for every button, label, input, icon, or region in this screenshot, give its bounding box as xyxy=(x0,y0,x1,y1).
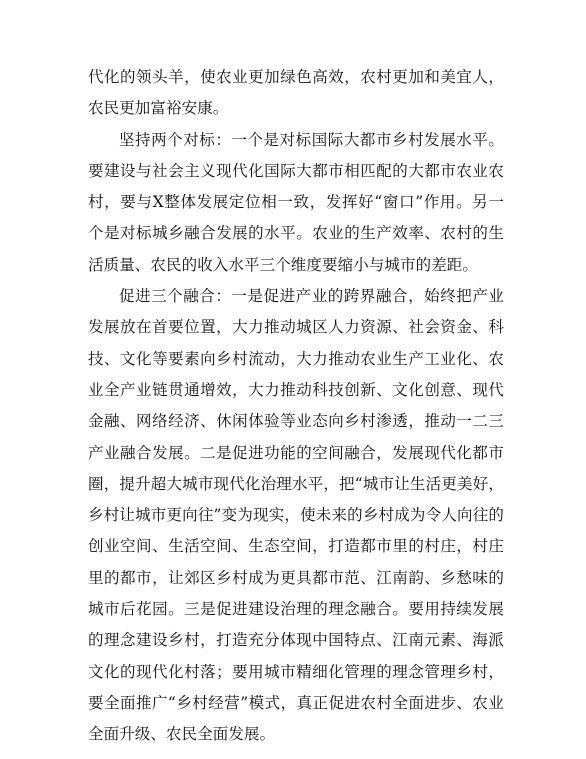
paragraph-two-benchmarks: 坚持两个对标：一个是对标国际大都市乡村发展水平。要建设与社会主义现代化国际大都市相匹配的大都市农业农村，要与X整体发展定位相一致，发挥好“窗口”作用。另一个是对标城乡融合发展的水平。农业的生产效率、农村的生活质量、农民的收入水平三个维度要缩小与城市的差距。 xyxy=(88,130,504,274)
document-page xyxy=(88,62,504,751)
paragraph-continuation: 代化的领头羊，使农业更加绿色高效，农村更加和美宜人，农民更加富裕安康。 xyxy=(88,68,504,118)
paragraph-three-integrations: 促进三个融合：一是促进产业的跨界融合，始终把产业发展放在首要位置，大力推动城区人力资源、社会资金、科技、文化等要素向乡村流动，大力推动农业生产工业化、农业全产业链贯通增效，大力推动科技创新、文化创意、现代金融、网络经济、休闲体验等业态向乡村渗透，推动一二三产业融合发展。二是促进功能的空间融合，发展现代化都市圈，提升超大城市现代化治理水平，把“城市让生活更美好，乡村让城市更向往”变为现实，使未来的乡村成为令人向往的创业空间、生活空间、生态空间，打造都市里的村庄，村庄里的都市，让郊区乡村成为更具都市范、江南韵、乡愁味的城市后花园。三是促进建设治理的理念融合。要用持续发展的理念建设乡村，打造充分体现中国特点、江南元素、海派文化的现代化村落；要用城市精细化管理的理念管理乡村，要全面推广“乡村经营”模式，真正促进农村全面进步、农业全面升级、农民全面发展。 xyxy=(88,287,504,744)
